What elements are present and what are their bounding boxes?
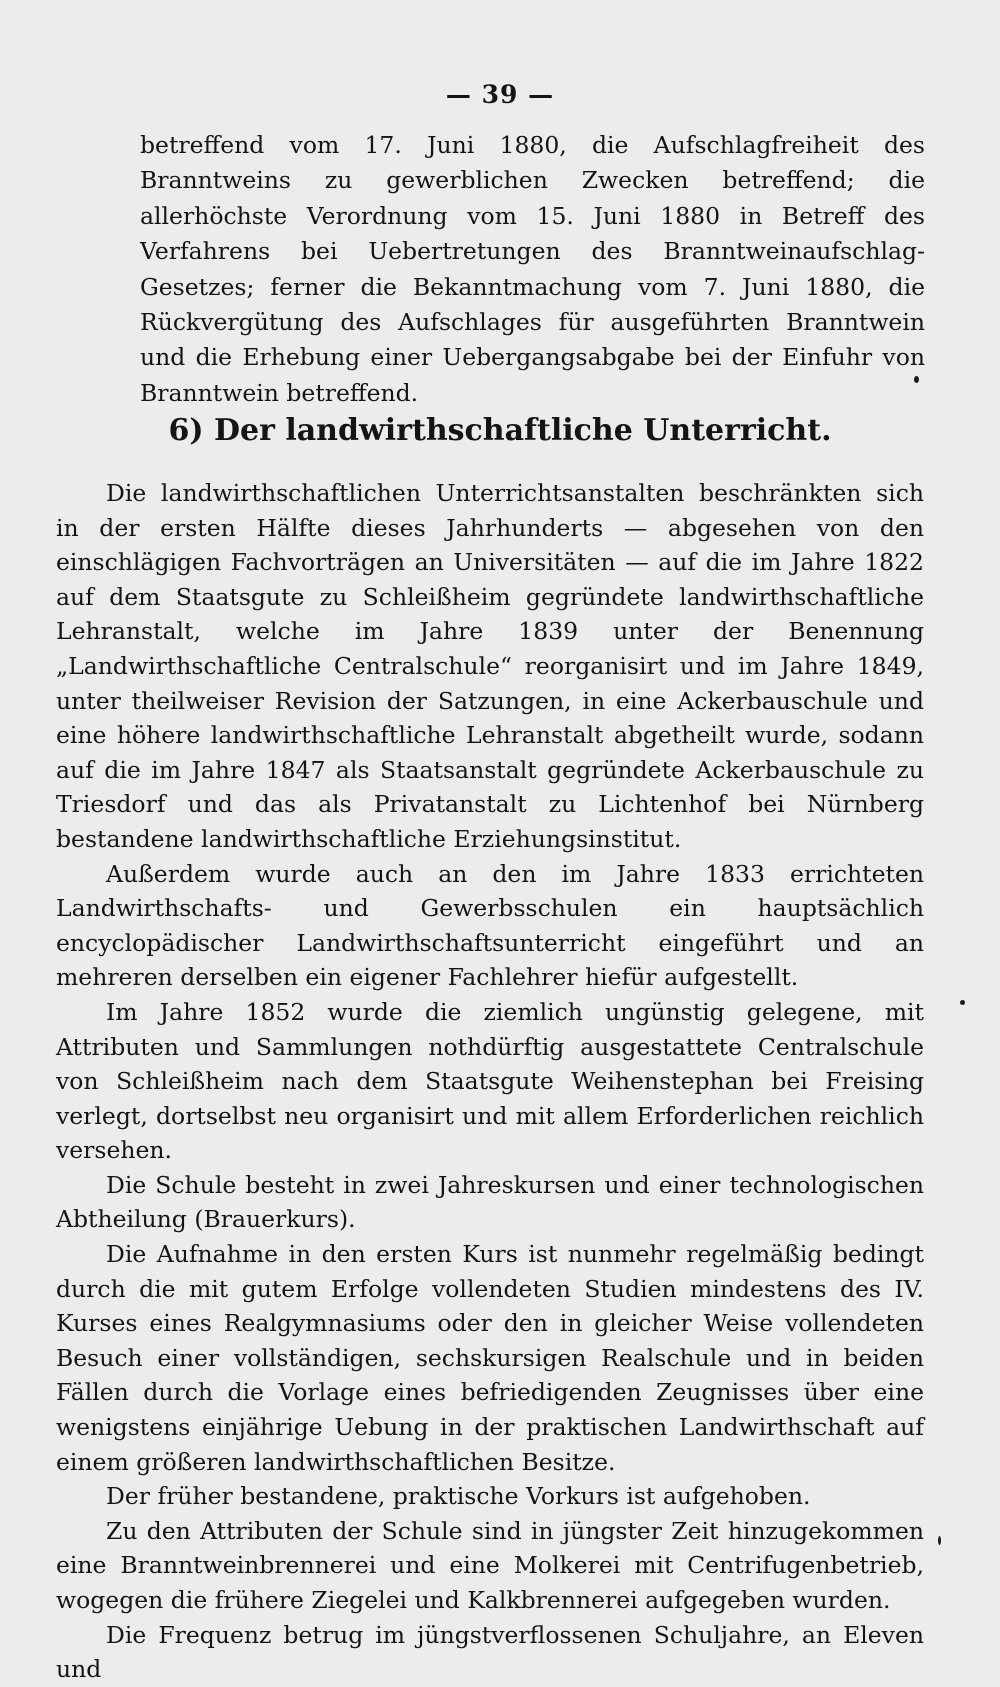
- continued-paragraph: betreffend vom 17. Juni 1880, die Aufschlagfreiheit des Branntweins zu gewerblichen Zwecken betreffend; die allerhöchste Verordnung vom 15. Juni 1880 in Betreff des Verfahrens bei Uebertretungen des Branntweinaufschlag-Gesetzes; ferner die Bekanntmachung vom 7. Juni 1880, die Rückvergütung des Aufschlages für ausgeführten Branntwein und die Erhebung einer Uebergangsabgabe bei der Einfuhr von Branntwein betreffend.: [140, 131, 925, 407]
- section-heading: 6) Der landwirthschaftliche Unterricht.: [168, 413, 832, 448]
- paragraph-5: Die Aufnahme in den ersten Kurs ist nunmehr regelmäßig bedingt durch die mit gutem Erfolge vollendeten Studien mindestens des IV. Kurses eines Realgymnasiums oder den in gleicher Weise vollendeten Besuch einer vollständigen, sechskursigen Realschule und in beiden Fällen durch die Vorlage eines befriedigenden Zeugnisses über eine wenigstens einjährige Uebung in der praktischen Landwirthschaft auf einem größeren landwirthschaftlichen Besitze.: [56, 1240, 924, 1476]
- ink-speck: [938, 1536, 941, 1545]
- paragraph-7: Zu den Attributen der Schule sind in jüngster Zeit hinzugekommen eine Branntweinbrennerei und eine Molkerei mit Centrifugenbetrieb, wogegen die frühere Ziegelei und Kalkbrennerei aufgegeben wurden.: [56, 1516, 924, 1614]
- paragraph-1: Die landwirthschaftlichen Unterrichtsanstalten beschränkten sich in der ersten Hälfte dieses Jahrhunderts — abgesehen von den einschlägigen Fachvorträgen an Universitäten — auf die im Jahre 1822 auf dem Staatsgute zu Schleißheim gegründete landwirthschaftliche Lehranstalt, welche im Jahre 1839 unter der Benennung „Landwirthschaftliche Centralschule“ reorganisirt und im Jahre 1849, unter theilweiser Revision der Satzungen, in eine Ackerbauschule und eine höhere landwirthschaftliche Lehranstalt abgetheilt wurde, sodann auf die im Jahre 1847 als Staatsanstalt gegründete Ackerbauschule zu Triesdorf und das als Privatanstalt zu Lichtenhof bei Nürnberg bestandene landwirthschaftliche Erziehungsinstitut.: [56, 479, 924, 853]
- paragraph-4: Die Schule besteht in zwei Jahreskursen und einer technologischen Abtheilung (Brauerkurs).: [56, 1170, 924, 1234]
- paragraph-8: Die Frequenz betrug im jüngstverflossenen Schuljahre, an Eleven und: [56, 1620, 924, 1684]
- paragraph-6: Der früher bestandene, praktische Vorkurs ist aufgehoben.: [106, 1482, 811, 1511]
- paragraph-3: Im Jahre 1852 wurde die ziemlich ungünstig gelegene, mit Attributen und Sammlungen nothdürftig ausgestattete Centralschule von Schleißheim nach dem Staatsgute Weihenstephan bei Freising verlegt, dortselbst neu organisirt und mit allem Erforderlichen reichlich versehen.: [56, 997, 924, 1165]
- page-number: — 39 —: [445, 80, 555, 109]
- ink-speck: [914, 376, 919, 383]
- ink-speck: [960, 1000, 965, 1005]
- paragraph-2: Außerdem wurde auch an den im Jahre 1833 errichteten Landwirthschafts- und Gewerbsschulen ein hauptsächlich encyclopädischer Landwirthschaftsunterricht eingeführt und an mehreren derselben ein eigener Fachlehrer hiefür aufgestellt.: [56, 859, 924, 992]
- section-body: [56, 476, 924, 1687]
